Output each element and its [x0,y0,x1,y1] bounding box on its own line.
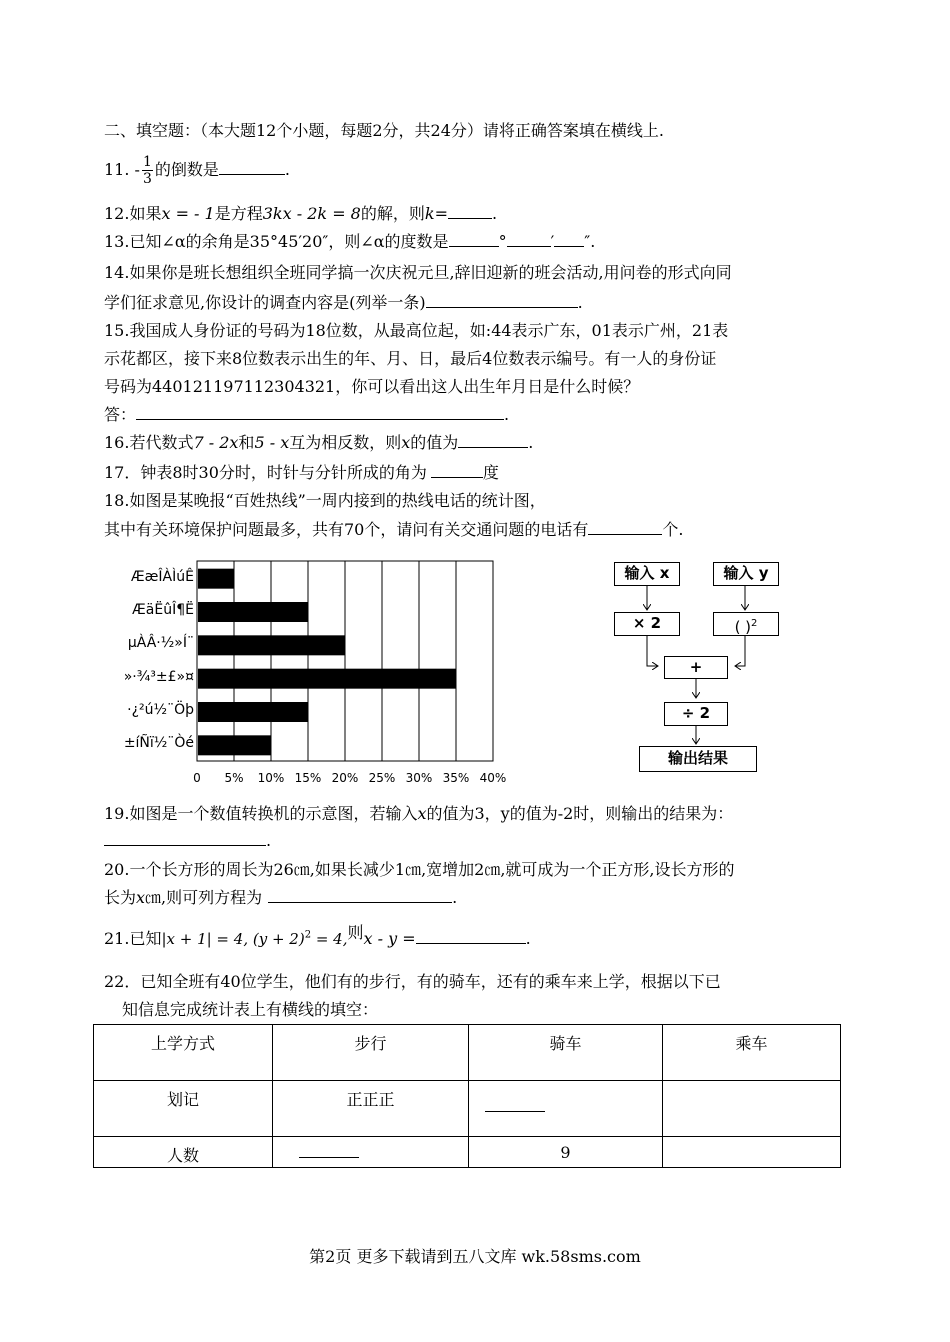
table-tally-walk: 正正正 [273,1081,469,1137]
chart-tick-label: 20% [331,771,359,785]
chart-tick-label: 40% [479,771,507,785]
q11-frac-den: 3 [142,171,152,187]
chart-category-label: µÀÂ·½»Í¨ [127,635,194,652]
q19-answer-blank[interactable] [104,831,266,846]
q12-mid: 是方程 [214,204,263,223]
q21-then: 则 [347,923,364,942]
chart-bar [198,602,308,622]
q13-deg-blank[interactable] [449,232,499,247]
commute-stat-table [93,1024,841,1168]
q14-answer-blank[interactable] [426,293,578,308]
table-count-label: 人数 [94,1137,273,1168]
question-20-line2 [104,887,457,909]
question-11 [104,152,290,188]
q11-frac-num: 1 [142,154,152,170]
question-18-line1: 18.如图是某晚报“百姓热线”一周内接到的热线电话的统计图， [104,491,546,510]
q18-answer-blank[interactable] [588,520,662,535]
table-header-row [94,1025,841,1081]
table-header-walk: 步行 [273,1025,469,1081]
q12-var: k [424,204,435,223]
q11-answer-blank[interactable] [219,160,285,175]
q13-sec: ″ [584,232,591,251]
table-row-count [94,1137,841,1168]
question-22-line1: 22．已知全班有40位学生，他们有的步行，有的骑车，还有的乘车来上学，根据以下已 [104,972,721,991]
q12-eq1: x = - 1 [161,204,215,223]
table-count-bike: 9 [469,1137,663,1168]
chart-category-label: ·¿²ú½¨Öþ [127,702,194,718]
q12-eq: = [434,204,448,223]
chart-bar [198,569,234,589]
q16-text: 互为相反数，则 [289,433,402,452]
question-21 [104,922,531,950]
q21-expr: |x + 1| = 4, (y + 2) [161,930,305,948]
q16-var: x [401,433,411,452]
q20-answer-blank[interactable] [268,888,452,903]
table-header-mode: 上学方式 [94,1025,273,1081]
q19-text: 19.如图是一个数值转换机的示意图，若输入 [104,804,418,823]
chart-tick-label: 25% [368,771,396,785]
q17-unit: 度 [482,463,499,482]
q16-expr2: 5 - x [254,433,290,452]
q11-text: 的倒数是 [154,160,219,179]
table-row-tally [94,1081,841,1137]
section-title: 二、填空题：（本大题12个小题，每题2分，共24分）请将正确答案填在横线上. [104,121,664,140]
chart-tick-label: 30% [405,771,433,785]
table-header-bike: 骑车 [469,1025,663,1081]
question-16 [104,432,533,454]
q21-answer-blank[interactable] [416,929,526,944]
question-15-line2: 示花都区，接下来8位数表示出生的年、月、日，最后4位数表示编号。有一人的身份证 [104,349,717,368]
table-count-walk [273,1137,469,1168]
q16-and: 和 [238,433,255,452]
question-17 [104,462,499,484]
question-12 [104,203,497,225]
chart-category-label: ÆäËûÎ¶Ë [132,602,194,618]
arrow-times2-to-plus [647,636,658,666]
input-x-box: 输入 x [614,562,680,586]
q20-line2b: ㎝,则可列方程为 [145,888,263,907]
q16-end: . [528,433,534,452]
q13-text: 13.已知∠α的余角是35°45′20″，则∠α的度数是 [104,232,449,251]
q12-eq2: 3kx - 2k = 8 [262,204,361,223]
table-tally-label: 划记 [94,1081,273,1137]
q13-sec-blank[interactable] [554,232,584,247]
chart-bar [198,735,271,755]
q18-unit: 个. [662,520,684,539]
table-count-bus [663,1137,841,1168]
q16-text2: 的值为 [410,433,459,452]
q19-text2: 的值为3，y的值为-2时，则输出的结果为： [426,804,734,823]
table-header-bus: 乘车 [663,1025,841,1081]
q19-var: x [417,804,427,823]
q12-text: 的解，则 [360,204,425,223]
question-14-line2 [104,292,583,314]
q11-num: 11. - [104,160,140,179]
q15-answer-blank[interactable] [136,405,504,420]
q20-end: . [452,888,458,907]
chart-tick-label: 5% [224,771,244,785]
chart-bar [198,669,456,689]
q15-answer-label: 答： [104,405,137,424]
chart-bar [198,635,345,655]
q12-num: 12.如果 [104,204,162,223]
chart-tick-label: 35% [442,771,470,785]
q13-end: . [590,232,596,251]
q13-min: ′ [550,232,555,251]
q13-deg: ° [498,232,507,251]
q17-text: 17．钟表8时30分时，时针与分针所成的角为 [104,463,427,482]
question-15-line1: 15.我国成人身份证的号码为18位数，从最高位起，如:44表示广东，01表示广州，21表 [104,321,729,340]
q20-line2a: 长为 [104,888,137,907]
chart-category-label: ±íÑï½¨Òé [123,735,194,752]
q14-line2-text: 学们征求意见,你设计的调查内容是(列举一条) [104,293,426,312]
q17-answer-blank[interactable] [431,463,483,478]
arrow-square-to-plus [735,636,745,666]
question-19 [104,803,733,825]
table-tally-bus [663,1081,841,1137]
times2-box: × 2 [614,612,680,636]
q16-num: 16.若代数式 [104,433,194,452]
q21-expr2: = 4, [311,930,348,948]
q13-min-blank[interactable] [507,232,551,247]
chart-tick-label: 10% [257,771,285,785]
square-parens: ( ) [734,618,752,636]
page-footer: 第2页 更多下载请到五八文库 wk.58sms.com [309,1247,641,1266]
q20-var: x [136,888,146,907]
q21-end: . [525,929,531,948]
question-15-answer [104,404,509,426]
q11-fraction [142,154,153,187]
q16-answer-blank[interactable] [458,433,528,448]
q12-end: . [491,204,498,223]
q21-num: 21.已知 [104,929,162,948]
plus-box: + [664,656,728,679]
question-19-answer [104,830,271,852]
square-exponent: 2 [751,618,758,629]
table-tally-bike [469,1081,663,1137]
q16-expr1: 7 - 2x [193,433,239,452]
question-15-line3: 号码为440121197112304321，你可以看出这人出生年月日是什么时候？ [104,377,640,396]
question-18-line2 [104,519,683,541]
div2-box: ÷ 2 [664,702,728,726]
q12-answer-blank[interactable] [448,204,492,219]
chart-tick-label: 15% [294,771,322,785]
q11-end: . [284,160,290,179]
q21-res: x - y = [363,929,416,948]
output-box: 输出结果 [639,746,757,772]
q15-end: . [504,405,510,424]
q19-end: . [266,831,272,850]
question-13 [104,231,595,253]
question-22-line2: 知信息完成统计表上有横线的填空： [122,1000,379,1019]
chart-category-label: ÆæÎÀÌúÊ [131,568,194,585]
chart-bar [198,702,308,722]
input-y-box: 输入 y [713,562,779,586]
q18-line2-text: 其中有关环境保护问题最多，共有70个，请问有关交通问题的电话有 [104,520,589,539]
chart-category-label: »·¾³±£»¤ [123,668,194,685]
hotline-bar-chart [108,558,528,790]
count-walk-blank[interactable] [299,1143,359,1158]
q14-end: . [577,293,583,312]
question-20-line1: 20.一个长方形的周长为26㎝,如果长减少1㎝,宽增加2㎝,就可成为一个正方形,设长方形的 [104,860,735,879]
conversion-machine-diagram [608,560,808,780]
chart-tick-label: 0 [193,771,201,785]
question-14-line1: 14.如果你是班长想组织全班同学搞一次庆祝元旦,辞旧迎新的班会活动,用问卷的形式向同 [104,263,732,282]
q21-exp: 2 [304,929,312,941]
tally-bike-blank[interactable] [485,1097,545,1112]
square-box [713,612,779,636]
